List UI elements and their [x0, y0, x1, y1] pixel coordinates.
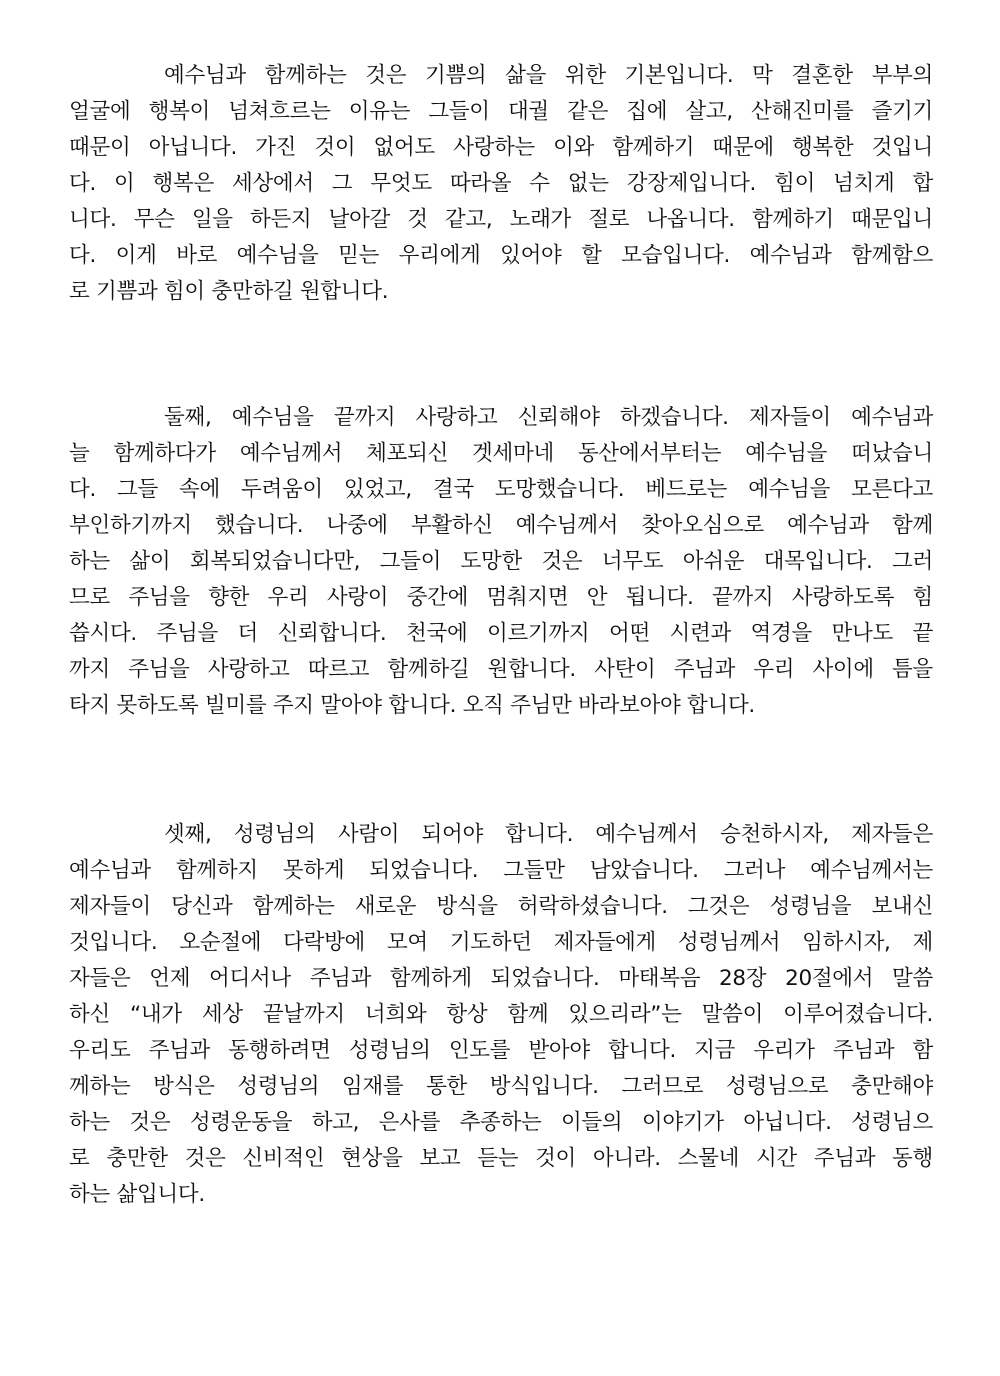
- text-line: 둘째, 예수님을 끝까지 사랑하고 신뢰해야 하겠습니다. 제자들이 예수님과: [164, 405, 933, 430]
- text-line: 로 기쁨과 힘이 충만하길 원합니다.: [69, 279, 389, 304]
- text-line: 부인하기까지 했습니다. 나중에 부활하신 예수님께서 찾아오심으로 예수님과 함께: [69, 513, 933, 538]
- text-line: 것입니다. 오순절에 다락방에 모여 기도하던 제자들에게 성령님께서 임하시자, 제: [69, 930, 933, 955]
- paragraph-2: [69, 400, 933, 724]
- paragraph-1: [69, 58, 933, 310]
- text-line: 자들은 언제 어디서나 주님과 함께하게 되었습니다. 마태복음 28장 20절에서 말씀: [69, 966, 933, 991]
- text-line: 타지 못하도록 빌미를 주지 말아야 합니다. 오직 주님만 바라보아야 합니다.: [69, 693, 755, 718]
- paragraph-3: [69, 817, 933, 1213]
- text-line: 하는 삶입니다.: [69, 1182, 205, 1207]
- text-line: 께하는 방식은 성령님의 임재를 통한 방식입니다. 그러므로 성령님으로 충만해야: [69, 1074, 933, 1099]
- text-line: 셋째, 성령님의 사람이 되어야 합니다. 예수님께서 승천하시자, 제자들은: [164, 822, 933, 847]
- text-line: 예수님과 함께하지 못하게 되었습니다. 그들만 남았습니다. 그러나 예수님께서는: [69, 858, 933, 883]
- text-line: 다. 그들 속에 두려움이 있었고, 결국 도망했습니다. 베드로는 예수님을 모른다고: [69, 477, 933, 502]
- text-line: 제자들이 당신과 함께하는 새로운 방식을 허락하셨습니다. 그것은 성령님을 보내신: [69, 894, 933, 919]
- text-line: 다. 이 행복은 세상에서 그 무엇도 따라올 수 없는 강장제입니다. 힘이 넘치게 합: [69, 171, 933, 196]
- text-line: 예수님과 함께하는 것은 기쁨의 삶을 위한 기본입니다. 막 결혼한 부부의: [164, 63, 933, 88]
- text-line: 로 충만한 것은 신비적인 현상을 보고 듣는 것이 아니라. 스물네 시간 주님과 동행: [69, 1146, 933, 1171]
- text-line: 늘 함께하다가 예수님께서 체포되신 겟세마네 동산에서부터는 예수님을 떠났습니: [69, 441, 933, 466]
- text-line: 하는 삶이 회복되었습니다만, 그들이 도망한 것은 너무도 아쉬운 대목입니다. 그러: [69, 549, 933, 574]
- text-line: 니다. 무슨 일을 하든지 날아갈 것 같고, 노래가 절로 나옵니다. 함께하기 때문입니: [69, 207, 933, 232]
- text-line: 우리도 주님과 동행하려면 성령님의 인도를 받아야 합니다. 지금 우리가 주님과 함: [69, 1038, 933, 1063]
- text-line: 까지 주님을 사랑하고 따르고 함께하길 원합니다. 사탄이 주님과 우리 사이에 틈을: [69, 657, 933, 682]
- text-line: 하는 것은 성령운동을 하고, 은사를 추종하는 이들의 이야기가 아닙니다. 성령님으: [69, 1110, 933, 1135]
- text-line: 얼굴에 행복이 넘쳐흐르는 이유는 그들이 대궐 같은 집에 살고, 산해진미를 즐기기: [69, 99, 933, 124]
- text-line: 다. 이게 바로 예수님을 믿는 우리에게 있어야 할 모습입니다. 예수님과 함께함으: [69, 243, 933, 268]
- text-line: 하신 “내가 세상 끝날까지 너희와 항상 함께 있으리라”는 말씀이 이루어졌습니다.: [69, 1002, 933, 1027]
- text-line: 므로 주님을 향한 우리 사랑이 중간에 멈춰지면 안 됩니다. 끝까지 사랑하도록 힘: [69, 585, 933, 610]
- text-line: 때문이 아닙니다. 가진 것이 없어도 사랑하는 이와 함께하기 때문에 행복한 것입니: [69, 135, 933, 160]
- text-line: 씁시다. 주님을 더 신뢰합니다. 천국에 이르기까지 어떤 시련과 역경을 만나도 끝: [69, 621, 933, 646]
